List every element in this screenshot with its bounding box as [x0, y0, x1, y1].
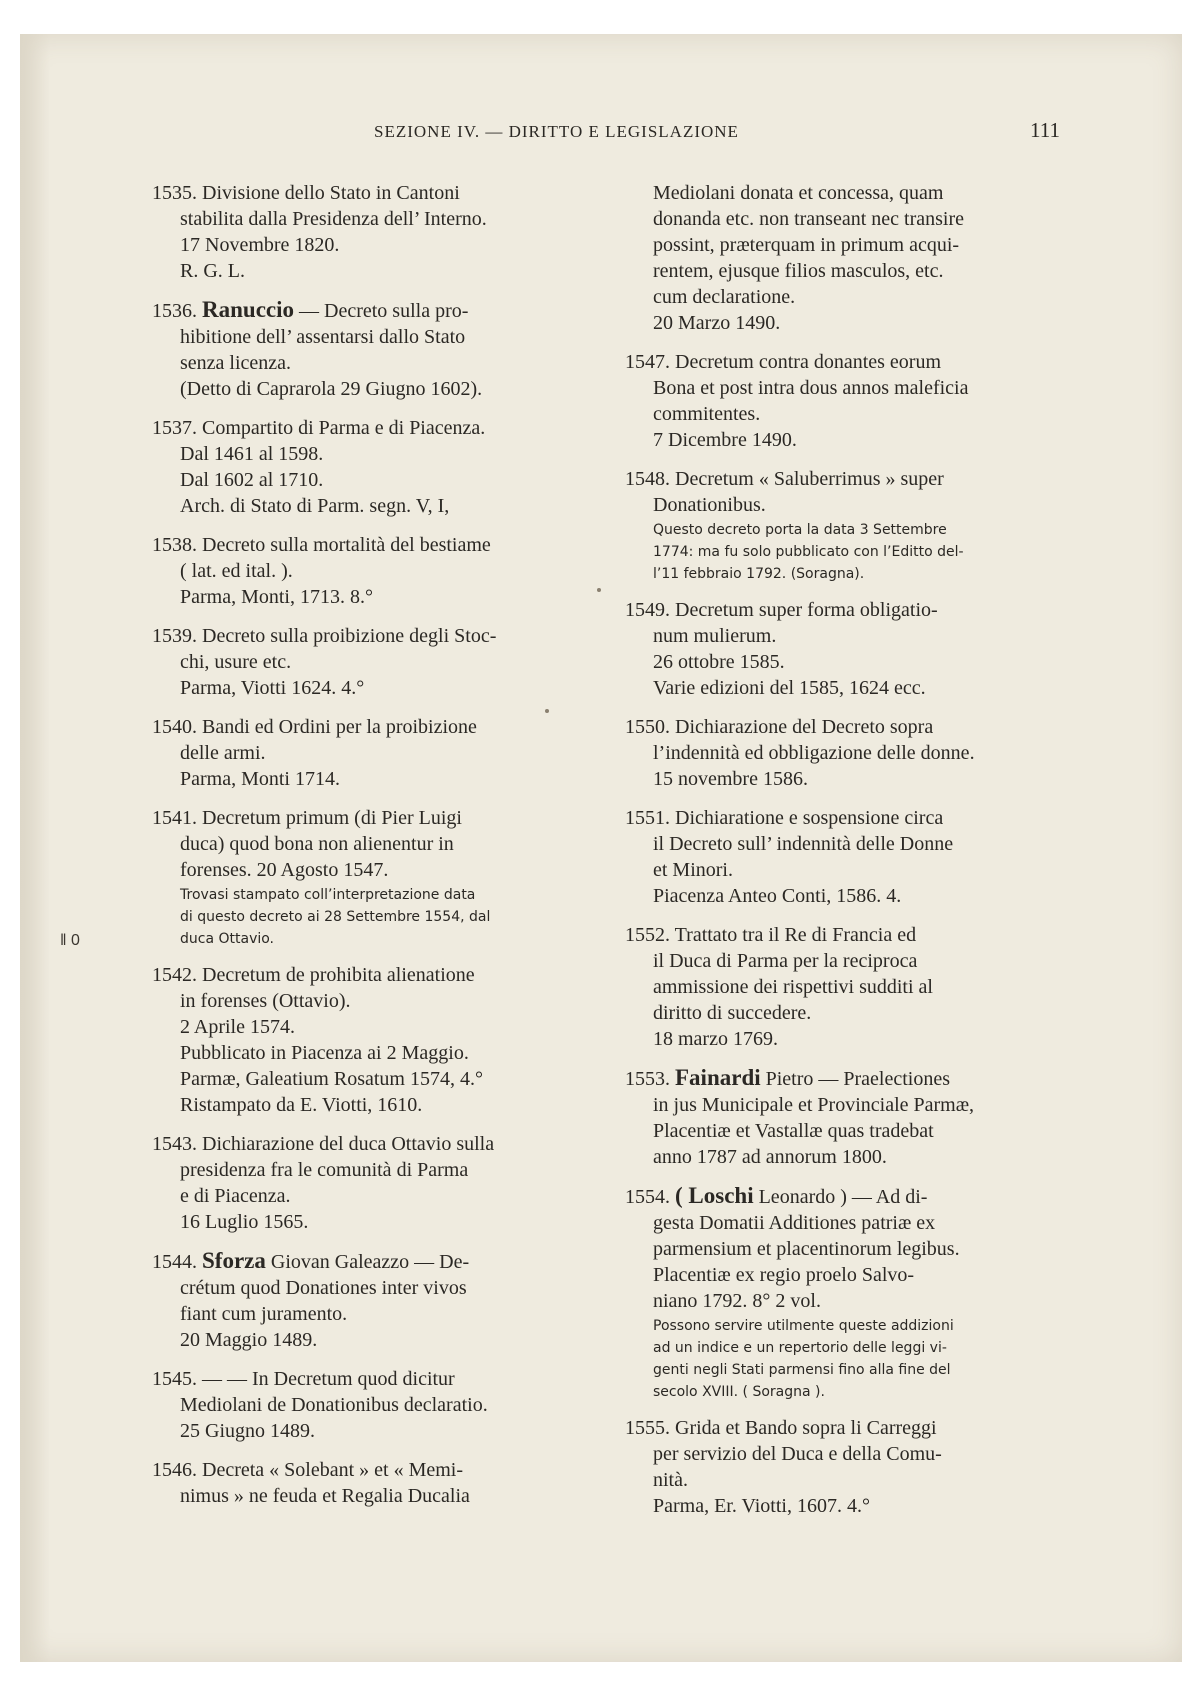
entry-text: Parma, Er. Viotti, 1607. 4.° — [653, 1495, 870, 1517]
entry-text: Piacenza Anteo Conti, 1586. 4. — [653, 885, 902, 907]
scan-speck — [545, 709, 549, 713]
entry-text: il Decreto sull’ indennità delle Donne — [653, 833, 954, 855]
entry-text: delle armi. — [180, 742, 266, 764]
entry-text: Dichiarazione del Decreto sopra — [675, 716, 934, 738]
entry-text: Decretum super forma obligatio- — [675, 599, 938, 621]
entry-line — [625, 1415, 1065, 1441]
entry-note: 1774: ma fu solo pubblicato con l’Editto del- — [653, 544, 964, 560]
entry-text: senza licenza. — [180, 352, 292, 374]
entry-line — [152, 532, 592, 558]
entry-text: crétum quod Donationes inter vivos — [180, 1277, 467, 1299]
left-column — [152, 180, 592, 1522]
entry-number: 1536. — [152, 300, 197, 322]
entry-text: nimus » ne feuda et Regalia Ducalia — [180, 1485, 470, 1507]
entry-text: e di Piacenza. — [180, 1185, 291, 1207]
entry-line — [625, 1144, 1065, 1170]
catalog-entry — [152, 1457, 592, 1509]
entry-text: Mediolani de Donationibus declaratio. — [180, 1394, 488, 1416]
entry-text: — Decreto sulla pro- — [299, 300, 469, 322]
entry-line — [152, 584, 592, 610]
entry-line — [152, 1209, 592, 1235]
margin-annotation: ‖ 0 — [60, 932, 80, 949]
entry-text: Leonardo ) — Ad di- — [758, 1186, 928, 1208]
entry-number: 1539. — [152, 625, 197, 647]
entry-line — [625, 597, 1065, 623]
entry-line — [152, 1014, 592, 1040]
entry-line — [625, 466, 1065, 492]
entry-text: stabilita dalla Presidenza dell’ Interno. — [180, 208, 487, 230]
entry-text: l’indennità ed obbligazione delle donne. — [653, 742, 975, 764]
entry-text: Dichiarazione del duca Ottavio sulla — [202, 1133, 495, 1155]
entry-line — [625, 922, 1065, 948]
entry-line — [152, 1157, 592, 1183]
entry-line — [152, 493, 592, 519]
entry-line — [625, 714, 1065, 740]
entry-line — [152, 350, 592, 376]
entry-number: 1552. — [625, 924, 670, 946]
catalog-entry — [152, 1366, 592, 1444]
entry-text: cum declaratione. — [653, 286, 796, 308]
entry-line — [152, 649, 592, 675]
entry-text: diritto di succedere. — [653, 1002, 812, 1024]
entry-note: secolo XVIII. ( Soragna ). — [653, 1384, 825, 1400]
entry-text: (Detto di Caprarola 29 Giugno 1602). — [180, 378, 483, 400]
author-name: ( Loschi — [675, 1183, 754, 1208]
entry-number: 1540. — [152, 716, 197, 738]
entry-text: Decretum primum (di Pier Luigi — [202, 807, 462, 829]
catalog-entry — [152, 623, 592, 701]
entry-line — [152, 623, 592, 649]
entry-number: 1542. — [152, 964, 197, 986]
catalog-entry — [152, 962, 592, 1118]
author-name: Sforza — [202, 1248, 266, 1273]
entry-line — [625, 310, 1065, 336]
entry-text: donanda etc. non transeant nec transire — [653, 208, 964, 230]
entry-line — [152, 1301, 592, 1327]
entry-note: duca Ottavio. — [180, 931, 275, 947]
entry-text: Compartito di Parma e di Piacenza. — [202, 417, 486, 439]
entry-line — [152, 962, 592, 988]
entry-text: Decretum de prohibita alienatione — [202, 964, 475, 986]
entry-text: commitentes. — [653, 403, 761, 425]
entry-line — [625, 1441, 1065, 1467]
entry-line — [625, 831, 1065, 857]
catalog-entry — [625, 349, 1065, 453]
entry-line — [152, 1483, 592, 1509]
catalog-entry — [625, 1415, 1065, 1519]
entry-text: duca) quod bona non alienentur in — [180, 833, 454, 855]
entry-note: Possono servire utilmente queste addizioni — [653, 1318, 954, 1334]
entry-text: Placentiæ et Vastallæ quas tradebat — [653, 1120, 934, 1142]
entry-note: Questo decreto porta la data 3 Settembre — [653, 522, 947, 538]
entry-text: 20 Maggio 1489. — [180, 1329, 318, 1351]
entry-text: — — In Decretum quod dicitur — [202, 1368, 455, 1390]
page-shadow-edge — [20, 34, 50, 1662]
entry-line — [152, 675, 592, 701]
entry-text: rentem, ejusque filios masculos, etc. — [653, 260, 944, 282]
entry-line — [625, 1210, 1065, 1236]
entry-line — [152, 558, 592, 584]
entry-text: 25 Giugno 1489. — [180, 1420, 315, 1442]
entry-text: forenses. 20 Agosto 1547. — [180, 859, 389, 881]
entry-line — [152, 988, 592, 1014]
entry-text: Parma, Viotti 1624. 4.° — [180, 677, 365, 699]
entry-text: 2 Aprile 1574. — [180, 1016, 295, 1038]
entry-line — [152, 714, 592, 740]
entry-note: di questo decreto ai 28 Settembre 1554, dal — [180, 909, 491, 925]
entry-text: in jus Municipale et Provinciale Parmæ, — [653, 1094, 975, 1116]
entry-text: parmensium et placentinorum legibus. — [653, 1238, 960, 1260]
entry-line — [152, 1366, 592, 1392]
entry-text: R. G. L. — [180, 260, 245, 282]
entry-line — [625, 180, 1065, 206]
catalog-entry — [152, 714, 592, 792]
entry-line — [152, 1183, 592, 1209]
running-header: SEZIONE IV. — DIRITTO E LEGISLAZIONE — [374, 122, 739, 141]
entry-line — [625, 623, 1065, 649]
entry-text: hibitione dell’ assentarsi dallo Stato — [180, 326, 466, 348]
catalog-entry — [625, 597, 1065, 701]
entry-line — [625, 805, 1065, 831]
entry-text: ( lat. ed ital. ). — [180, 560, 293, 582]
entry-text: Placentiæ ex regio proelo Salvo- — [653, 1264, 915, 1286]
entry-text: Parmæ, Galeatium Rosatum 1574, 4.° — [180, 1068, 483, 1090]
entry-text: Ristampato da E. Viotti, 1610. — [180, 1094, 423, 1116]
entry-note: Trovasi stampato coll’interpretazione data — [180, 887, 476, 903]
scan-speck — [597, 588, 601, 592]
entry-line — [625, 1493, 1065, 1519]
entry-text: Divisione dello Stato in Cantoni — [202, 182, 460, 204]
entry-line — [152, 857, 592, 883]
entry-text: Dichiaratione e sospensione circa — [675, 807, 944, 829]
entry-number: 1550. — [625, 716, 670, 738]
entry-text: possint, præterquam in primum acqui- — [653, 234, 960, 256]
entry-text: Donationibus. — [653, 494, 766, 516]
catalog-entry — [625, 1065, 1065, 1170]
entry-line — [625, 1118, 1065, 1144]
entry-number: 1547. — [625, 351, 670, 373]
entry-line — [625, 1183, 1065, 1210]
entry-text: ammissione dei rispettivi sudditi al — [653, 976, 933, 998]
entry-text: il Duca di Parma per la reciproca — [653, 950, 918, 972]
entry-number: 1535. — [152, 182, 197, 204]
entry-number: 1548. — [625, 468, 670, 490]
catalog-entry — [625, 180, 1065, 336]
entry-line — [625, 1092, 1065, 1118]
entry-line — [625, 206, 1065, 232]
entry-line — [625, 1288, 1065, 1314]
entry-text: Bandi ed Ordini per la proibizione — [202, 716, 477, 738]
page-number: 111 — [1030, 118, 1060, 142]
entry-text: Trattato tra il Re di Francia ed — [674, 924, 917, 946]
entry-line — [152, 1066, 592, 1092]
entry-text: Dal 1602 al 1710. — [180, 469, 324, 491]
entry-line — [152, 1392, 592, 1418]
entry-text: 7 Dicembre 1490. — [653, 429, 797, 451]
right-column — [625, 180, 1065, 1532]
entry-text: et Minori. — [653, 859, 733, 881]
entry-line — [625, 1000, 1065, 1026]
entry-line — [625, 258, 1065, 284]
entry-number: 1551. — [625, 807, 670, 829]
entry-note: ad un indice e un repertorio delle leggi vi- — [653, 1340, 947, 1356]
entry-text: Bona et post intra dous annos maleficia — [653, 377, 969, 399]
entry-text: per servizio del Duca e della Comu- — [653, 1443, 942, 1465]
entry-text: chi, usure etc. — [180, 651, 292, 673]
entry-number: 1544. — [152, 1251, 197, 1273]
entry-text: 17 Novembre 1820. — [180, 234, 340, 256]
entry-line — [625, 740, 1065, 766]
entry-line — [152, 324, 592, 350]
entry-line — [625, 766, 1065, 792]
entry-line — [152, 1131, 592, 1157]
entry-line — [152, 232, 592, 258]
entry-line — [625, 492, 1065, 518]
entry-line — [625, 1467, 1065, 1493]
entry-line — [152, 1275, 592, 1301]
catalog-entry — [152, 180, 592, 284]
entry-text: Mediolani donata et concessa, quam — [653, 182, 944, 204]
catalog-entry — [625, 1183, 1065, 1402]
entry-note: genti negli Stati parmensi fino alla fine del — [653, 1362, 951, 1378]
entry-number: 1543. — [152, 1133, 197, 1155]
entry-number: 1541. — [152, 807, 197, 829]
entry-line — [625, 974, 1065, 1000]
entry-line — [625, 883, 1065, 909]
entry-number: 1537. — [152, 417, 197, 439]
entry-number: 1546. — [152, 1459, 197, 1481]
entry-text: Pietro — Praelectiones — [765, 1068, 951, 1090]
entry-line — [152, 740, 592, 766]
entry-line — [625, 427, 1065, 453]
entry-line — [152, 180, 592, 206]
entry-text: Varie edizioni del 1585, 1624 ecc. — [653, 677, 926, 699]
entry-line — [625, 349, 1065, 375]
catalog-entry — [152, 415, 592, 519]
entry-number: 1549. — [625, 599, 670, 621]
entry-text: niano 1792. 8° 2 vol. — [653, 1290, 821, 1312]
catalog-entry — [152, 532, 592, 610]
entry-line — [625, 375, 1065, 401]
entry-text: Grida et Bando sopra li Carreggi — [675, 1417, 937, 1439]
entry-line — [625, 401, 1065, 427]
entry-line — [152, 467, 592, 493]
entry-text: Decreto sulla proibizione degli Stoc- — [202, 625, 497, 647]
entry-note: l’11 febbraio 1792. (Soragna). — [653, 566, 865, 582]
entry-line — [152, 206, 592, 232]
entry-text: gesta Domatii Additiones patriæ ex — [653, 1212, 936, 1234]
author-name: Fainardi — [675, 1065, 761, 1090]
entry-line — [625, 857, 1065, 883]
entry-text: in forenses (Ottavio). — [180, 990, 351, 1012]
entry-line — [152, 1092, 592, 1118]
entry-line — [625, 1026, 1065, 1052]
catalog-entry — [625, 922, 1065, 1052]
entry-text: presidenza fra le comunità di Parma — [180, 1159, 469, 1181]
entry-text: 16 Luglio 1565. — [180, 1211, 309, 1233]
entry-text: fiant cum juramento. — [180, 1303, 348, 1325]
entry-text: 15 novembre 1586. — [653, 768, 808, 790]
entry-text: num mulierum. — [653, 625, 777, 647]
entry-line — [152, 1327, 592, 1353]
entry-text: 20 Marzo 1490. — [653, 312, 781, 334]
entry-line — [152, 805, 592, 831]
catalog-entry — [625, 466, 1065, 584]
entry-line — [152, 258, 592, 284]
entry-line — [625, 675, 1065, 701]
entry-text: nità. — [653, 1469, 688, 1491]
entry-line — [152, 441, 592, 467]
entry-text: Parma, Monti, 1713. 8.° — [180, 586, 373, 608]
entry-text: 18 marzo 1769. — [653, 1028, 778, 1050]
catalog-entry — [152, 805, 592, 949]
entry-text: Decreta « Solebant » et « Memi- — [202, 1459, 464, 1481]
entry-text: Giovan Galeazzo — De- — [270, 1251, 470, 1273]
entry-line — [152, 297, 592, 324]
entry-text: Arch. di Stato di Parm. segn. V, I, — [180, 495, 450, 517]
entry-line — [152, 766, 592, 792]
entry-text: 26 ottobre 1585. — [653, 651, 785, 673]
entry-number: 1538. — [152, 534, 197, 556]
entry-number: 1553. — [625, 1068, 670, 1090]
entry-text: Decreto sulla mortalità del bestiame — [202, 534, 491, 556]
entry-line — [152, 376, 592, 402]
entry-line — [625, 284, 1065, 310]
entry-number: 1555. — [625, 1417, 670, 1439]
entry-line — [625, 948, 1065, 974]
entry-line — [625, 1236, 1065, 1262]
catalog-entry — [152, 1131, 592, 1235]
catalog-entry — [152, 1248, 592, 1353]
entry-text: Parma, Monti 1714. — [180, 768, 340, 790]
entry-line — [625, 1262, 1065, 1288]
entry-line — [625, 232, 1065, 258]
entry-line — [152, 1040, 592, 1066]
entry-line — [152, 831, 592, 857]
entry-text: Dal 1461 al 1598. — [180, 443, 324, 465]
catalog-entry — [152, 297, 592, 402]
entry-text: anno 1787 ad annorum 1800. — [653, 1146, 887, 1168]
entry-line — [152, 1418, 592, 1444]
entry-text: Decretum « Saluberrimus » super — [675, 468, 944, 490]
entry-line — [152, 415, 592, 441]
entry-line — [625, 1065, 1065, 1092]
entry-number: 1554. — [625, 1186, 670, 1208]
entry-number: 1545. — [152, 1368, 197, 1390]
entry-text: Pubblicato in Piacenza ai 2 Maggio. — [180, 1042, 469, 1064]
author-name: Ranuccio — [202, 297, 294, 322]
entry-line — [625, 649, 1065, 675]
catalog-entry — [625, 805, 1065, 909]
catalog-entry — [625, 714, 1065, 792]
entry-line — [152, 1248, 592, 1275]
entry-line — [152, 1457, 592, 1483]
entry-text: Decretum contra donantes eorum — [675, 351, 942, 373]
